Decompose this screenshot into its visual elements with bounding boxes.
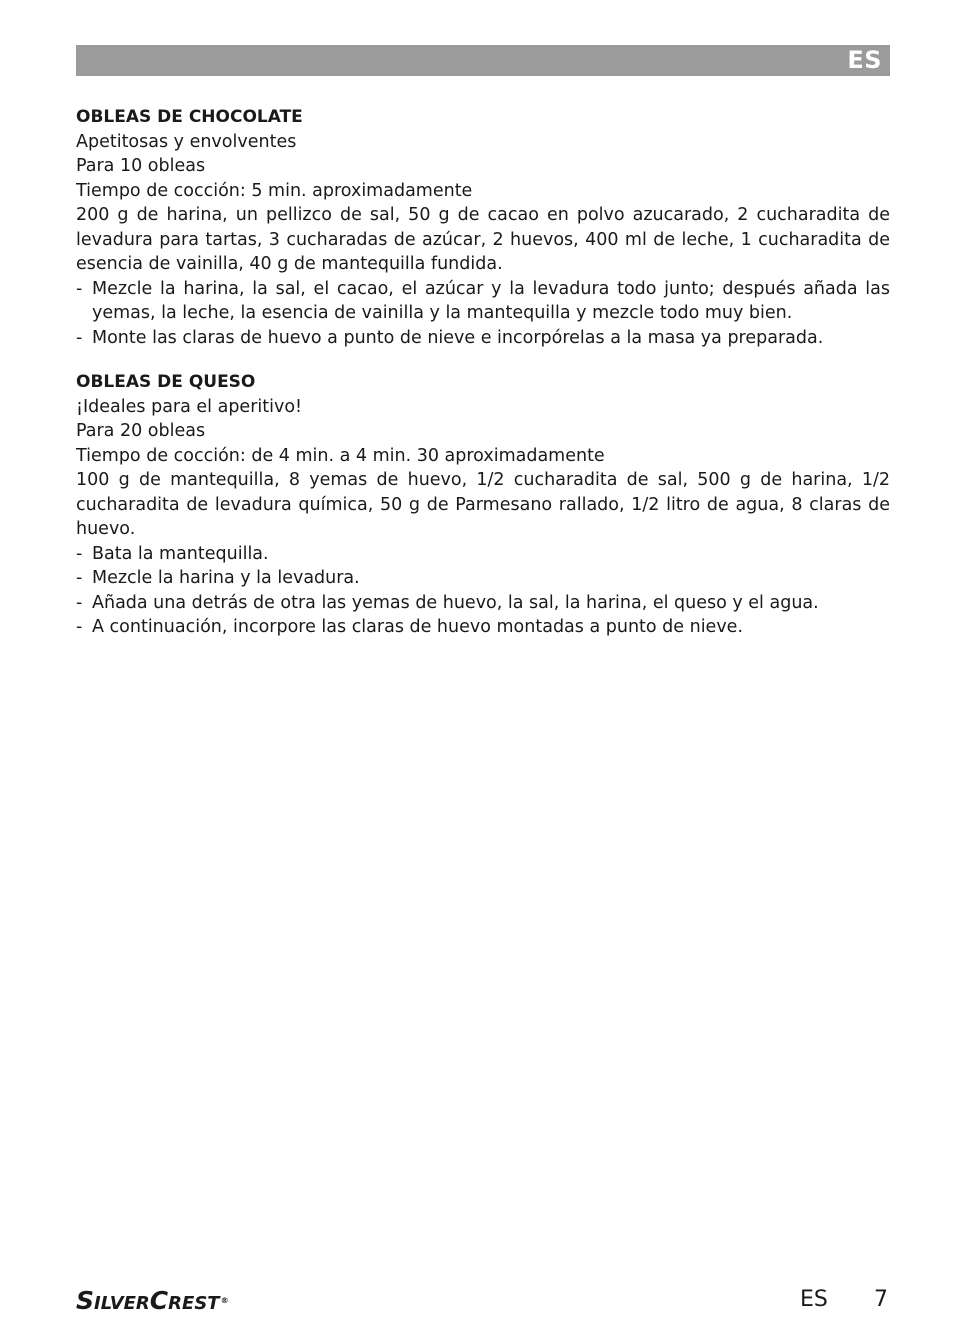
step-dash: - — [76, 278, 83, 299]
recipe-ingredients: 100 g de mantequilla, 8 yemas de huevo, 1/2 cucharadita de sal, 500 g de harina, 1/2 cucharadita de levadura química, 50 g de Parmesano rallado, 1/2 litro de agua, 8 claras de huevo. — [76, 470, 890, 539]
step-dash: - — [76, 592, 83, 613]
recipe-cooking-time: Tiempo de cocción: de 4 min. a 4 min. 30 aproximadamente — [76, 445, 605, 466]
step-text: Añada una detrás de otra las yemas de huevo, la sal, la harina, el queso y el agua. — [92, 592, 819, 613]
recipes-content — [76, 105, 890, 640]
recipe-title: OBLEAS DE CHOCOLATE — [76, 107, 303, 127]
recipe-ingredients: 200 g de harina, un pellizco de sal, 50 g de cacao en polvo azucarado, 2 cucharadita de levadura para tartas, 3 cucharadas de azúcar, 2 huevos, 400 ml de leche, 1 cucharadita de esencia de vainilla, 40 g de mantequilla fundida. — [76, 205, 890, 274]
page-number: 7 — [874, 1287, 888, 1312]
recipe-title: OBLEAS DE QUESO — [76, 372, 256, 392]
recipe-subtitle: Apetitosas y envolventes — [76, 131, 297, 152]
recipe-cheese — [76, 370, 890, 640]
logo-letter-c: C — [149, 1286, 169, 1315]
recipe-yield: Para 10 obleas — [76, 156, 206, 176]
step-dash: - — [76, 617, 83, 637]
recipe-subtitle: ¡Ideales para el aperitivo! — [76, 396, 303, 417]
logo-text-rest: REST — [168, 1293, 220, 1314]
recipe-cooking-time: Tiempo de cocción: 5 min. aproximadamente — [76, 180, 473, 201]
recipe-step — [76, 277, 890, 326]
recipe-step — [76, 566, 890, 591]
footer-language-code: ES — [800, 1287, 828, 1312]
logo-letter-s: S — [76, 1286, 95, 1315]
step-dash: - — [76, 568, 83, 588]
step-text: A continuación, incorpore las claras de huevo montadas a punto de nieve. — [92, 617, 744, 637]
recipe-chocolate — [76, 105, 890, 350]
language-header-bar — [76, 45, 890, 76]
step-dash: - — [76, 327, 83, 348]
step-text: Monte las claras de huevo a punto de nieve e incorpórelas a la masa ya preparada. — [92, 327, 824, 348]
logo-text-ilver: ILVER — [94, 1293, 150, 1314]
language-badge: ES — [847, 46, 882, 74]
recipe-steps — [76, 542, 890, 640]
recipe-step — [76, 326, 890, 351]
recipe-step — [76, 591, 890, 616]
step-text: Mezcle la harina, la sal, el cacao, el azúcar y la levadura todo junto; después añada las yemas, la leche, la esencia de vainilla y la mantequilla y mezcle todo muy bien. — [92, 278, 890, 323]
step-text: Mezcle la harina y la levadura. — [92, 568, 360, 588]
step-text: Bata la mantequilla. — [92, 543, 269, 564]
registered-mark: ® — [220, 1295, 229, 1305]
recipe-step — [76, 542, 890, 567]
recipe-yield: Para 20 obleas — [76, 421, 206, 441]
recipe-step — [76, 615, 890, 640]
recipe-steps — [76, 277, 890, 351]
step-dash: - — [76, 543, 83, 564]
silvercrest-logo — [76, 1286, 229, 1315]
